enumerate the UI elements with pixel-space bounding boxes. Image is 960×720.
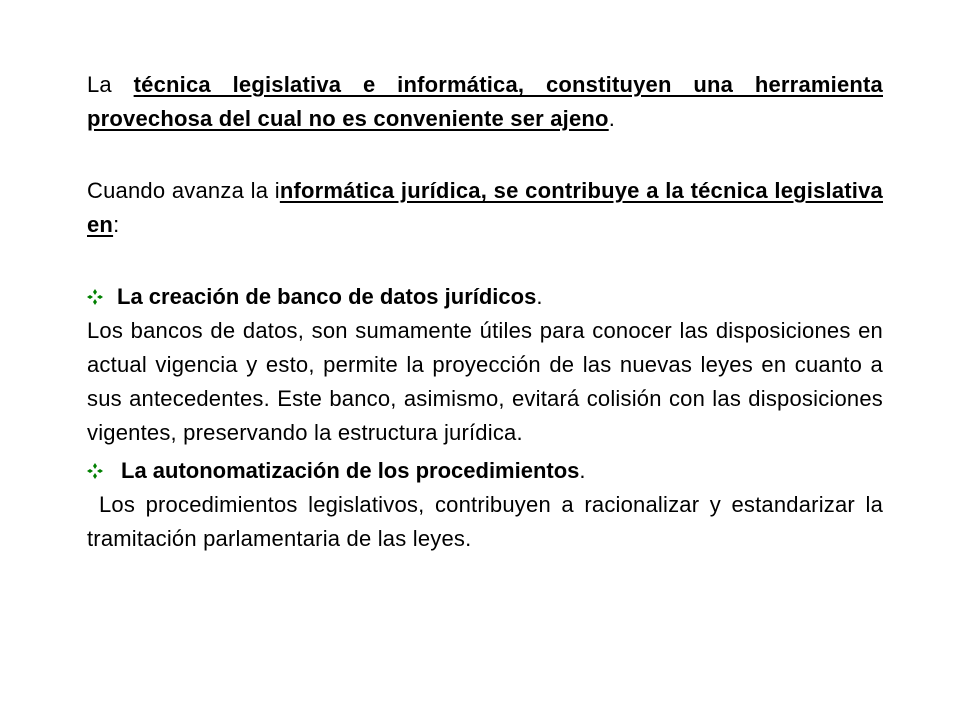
paragraph-informatica-lead: Cuando avanza la i: [87, 178, 280, 203]
paragraph-intro-emphasis: técnica legislativa e informática, constituyen una herramienta provechosa del cual no es conveniente ser ajeno: [87, 72, 883, 131]
slide-content: [87, 68, 883, 556]
paragraph-intro-tail: .: [608, 106, 616, 131]
paragraph-informatica-tail: :: [113, 212, 120, 237]
bullet-autonomatizacion: [87, 454, 883, 488]
bullet-autonomatizacion-tail: .: [579, 458, 586, 483]
paragraph-procedimientos: Los procedimientos legislativos, contribuyen a racionalizar y estandarizar la tramitación parlamentaria de las leyes.: [87, 492, 883, 551]
paragraph-bancos-datos: Los bancos de datos, son sumamente útiles para conocer las disposiciones en actual vigencia y esto, permite la proyección de las nuevas leyes en cuanto a sus antecedentes. Este banco, asimismo, evitará colisión con las disposiciones vigentes, preservando la estructura jurídica.: [87, 318, 883, 445]
four-diamond-bullet-icon: [87, 463, 103, 479]
bullet-banco-datos-tail: .: [536, 284, 543, 309]
bullet-banco-datos-title: La creación de banco de datos jurídicos: [117, 284, 537, 309]
paragraph-intro: [87, 68, 883, 136]
bullet-autonomatizacion-title: La autonomatización de los procedimientos: [121, 458, 580, 483]
paragraph-informatica: [87, 174, 883, 242]
four-diamond-bullet-icon: [87, 289, 103, 305]
paragraph-intro-lead: La: [87, 72, 134, 97]
paragraph-informatica-emphasis: nformática jurídica, se contribuye a la técnica legislativa en: [87, 178, 883, 237]
bullet-banco-datos: [87, 280, 883, 314]
